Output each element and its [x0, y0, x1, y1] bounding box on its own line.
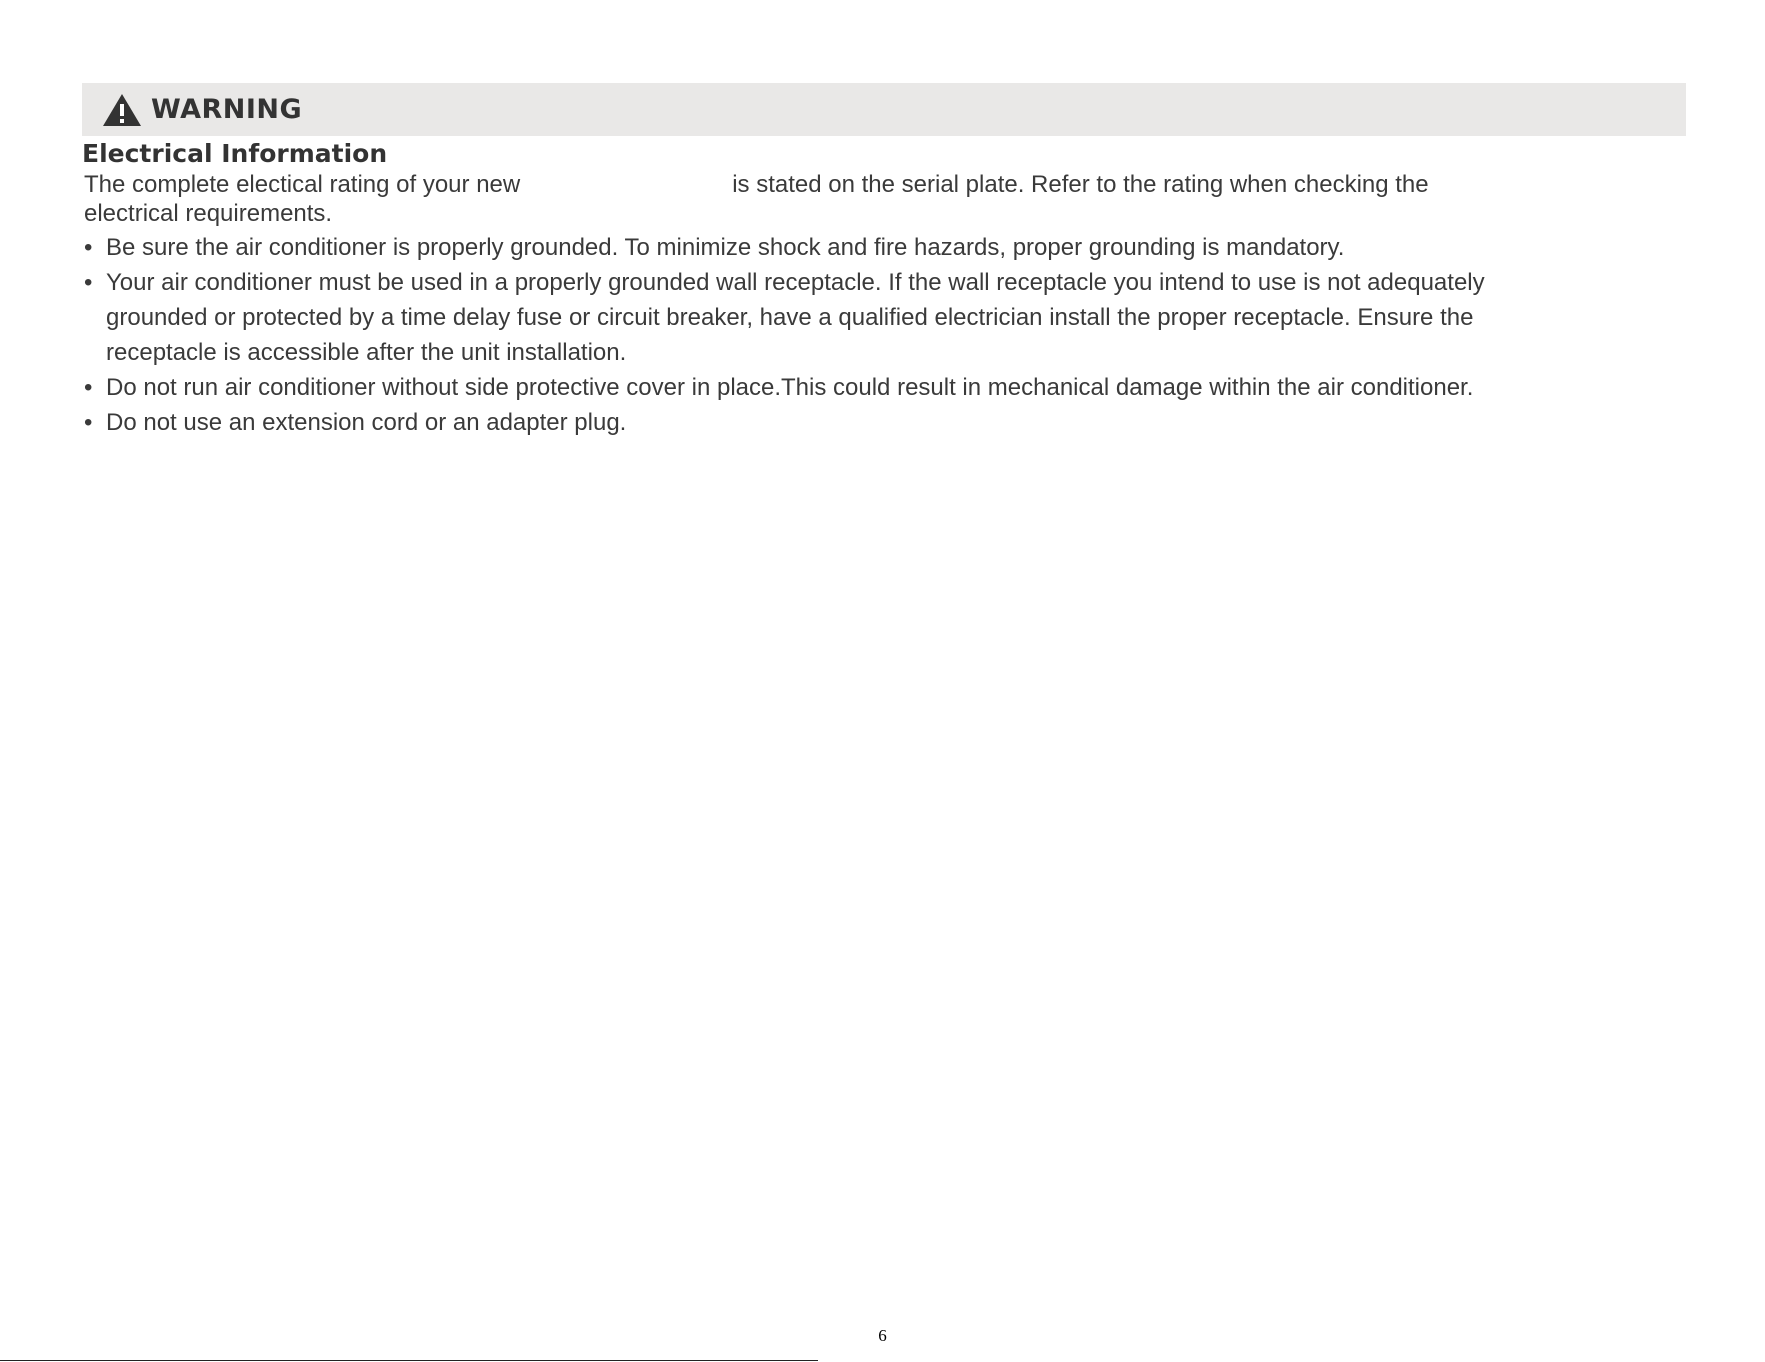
intro-text-end: is stated on the serial plate. Refer to the rating when checking the [732, 171, 1429, 198]
bullet-text: Your air conditioner must be used in a properly grounded wall receptacle. If the wall receptacle you intend to use is not adequately [106, 269, 1485, 296]
bullet-marker: • [84, 234, 93, 261]
intro-paragraph [84, 170, 1684, 228]
list-item [84, 405, 1684, 440]
warning-banner [82, 83, 1686, 136]
bullet-marker: • [84, 374, 93, 401]
list-item [84, 230, 1684, 265]
section-title: Electrical Information [82, 139, 388, 168]
intro-text-start: The complete electical rating of your new [84, 171, 521, 198]
warning-label: WARNING [151, 94, 303, 125]
bullet-text: Be sure the air conditioner is properly grounded. To minimize shock and fire hazards, proper grounding is mandatory. [106, 234, 1345, 261]
bottom-divider [0, 1360, 818, 1361]
intro-line-2: electrical requirements. [84, 200, 333, 227]
intro-line-1 [84, 170, 1684, 199]
bullet-text: receptacle is accessible after the unit installation. [106, 339, 627, 366]
bullet-list [84, 230, 1684, 440]
warning-triangle-icon [102, 93, 142, 127]
bullet-text: Do not use an extension cord or an adapter plug. [106, 409, 627, 436]
list-item [84, 265, 1684, 370]
bullet-text: Do not run air conditioner without side protective cover in place.This could result in mechanical damage within the air conditioner. [106, 374, 1474, 401]
bullet-marker: • [84, 269, 93, 296]
list-item [84, 370, 1684, 405]
page-number: 6 [878, 1326, 887, 1345]
bullet-text: grounded or protected by a time delay fuse or circuit breaker, have a qualified electrician install the proper receptacle. Ensure the [106, 304, 1474, 331]
bullet-marker: • [84, 409, 93, 436]
